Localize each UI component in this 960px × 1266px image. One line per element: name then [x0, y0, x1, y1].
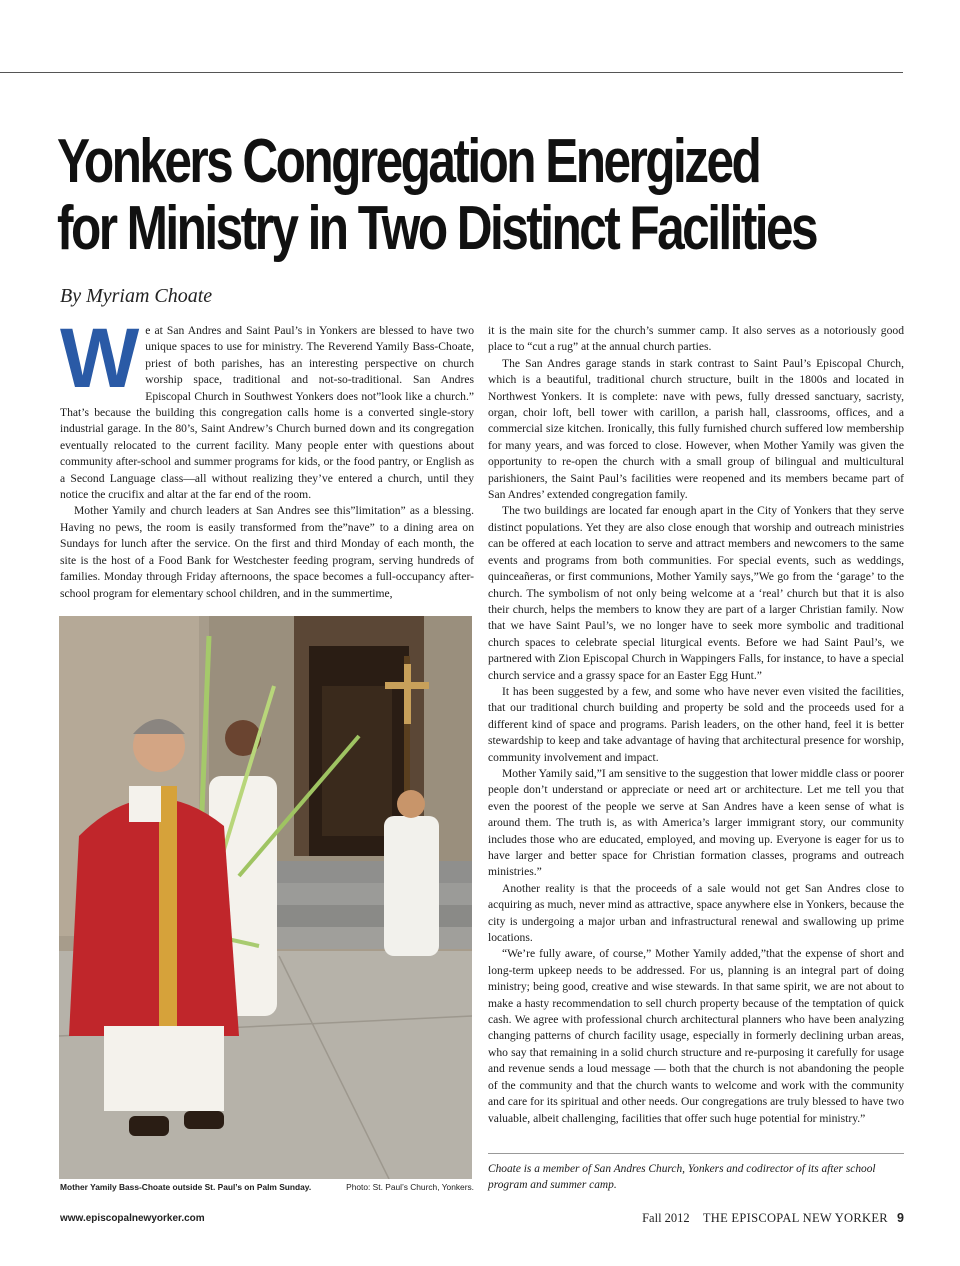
- paragraph: e at San Andres and Saint Paul’s in Yonkers are blessed to have two unique spaces to use for ministry. The Reverend Yamily Bass-Choate, priest of both parishes, has an interesting perspective on church worship space, traditional and not-so-traditional. San Andres Episcopal Church in Southwest Yonkers does not”look like a church.” That’s because the building this congregation calls home is a converted single-story industrial garage. In the 80’s, Saint Andrew’s Church burned down and its congregation eventually relocated to the current facility. Many people enter with questions about community after-school and summer programs for kids, or the food pantry, or English as a Second Language class—all without realizing they’ve entered a church, until they notice the crucifix and altar at the far end of the room.: [60, 324, 474, 502]
- headline: [57, 127, 817, 263]
- photo-credit: Photo: St. Paul’s Church, Yonkers.: [346, 1182, 474, 1192]
- author-bio: Choate is a member of San Andres Church, Yonkers and codirector of its after school program and summer camp.: [488, 1163, 876, 1191]
- publication-name: THE EPISCOPAL NEW YORKER: [702, 1211, 888, 1225]
- paragraph: it is the main site for the church’s summer camp. It also serves as a notoriously good place to “cut a rug” at the annual church parties.: [488, 324, 904, 354]
- headline-line-2: for Ministry in Two Distinct Facilities: [57, 194, 817, 263]
- article-column-right: [488, 323, 904, 1127]
- article-column-left: [60, 311, 474, 602]
- page-number: 9: [897, 1211, 904, 1225]
- paragraph: Mother Yamily said,”I am sensitive to the suggestion that lower middle class or poorer people don’t understand or appreciate or need art or architecture. Let me tell you that even the poorest of the people we serve at San Andres have a keen sense of what is around them. The truth is, as with America’s larger immigrant story, our community includes those who are educated, employed, and moving up. Everyone is eager for us to have larger and better space for Christian formation classes, programs and outreach ministries.”: [488, 766, 904, 879]
- caption-text: Mother Yamily Bass-Choate outside St. Paul’s on Palm Sunday.: [60, 1182, 312, 1192]
- headline-line-1: Yonkers Congregation Energized: [57, 127, 760, 196]
- paragraph: “We’re fully aware, of course,” Mother Yamily added,”that the expense of short and long-term upkeep needs to be addressed. For us, planning is an integral part of doing ministry; being good, creative and wise stewards. In that same spirit, we are not about to make a hasty recommendation to sell church property because of the temptation of quick cash. We agree with professional church architectural planners who have been analyzing changing patterns of church facility usage, especially in formerly declining urban areas, who say that remaining in a solid church structure and re-purposing it carefully for usage and revenue sends a loud message — both that the church is not abandoning the people of the community and that the church wants to welcome and work with the community and care for its spiritual and other needs. Our congregations are truly blessed to have two valuable, albeit challenging, facilities that offer such huge potential for ministry.”: [488, 947, 904, 1125]
- byline: By Myriam Choate: [60, 285, 213, 307]
- paragraph: It has been suggested by a few, and some who have never even visited the facilities, that our traditional church building and property be sold and the proceeds used for a different kind of space and programs. Parish leaders, on the other hand, feel it is better stewardship to keep and take advantage of having that architectural presence for worship, community involvement and impact.: [488, 684, 904, 764]
- paragraph: The two buildings are located far enough apart in the City of Yonkers that they serve distinct populations. Yet they are also close enough that worship and outreach ministries can be offered at each location to serve and attract members and newcomers to the same events and programs from both communities. For special events, such as weddings, quinceañeras, or first communions, Mother Yamily says,”We go from the ‘garage’ to the church. The symbolism of not only being welcome at a ‘real’ church but that it is also their church, helps the members to know they are part of a larger Christian family. Now that we have Saint Paul’s, we no longer have to seek more symbolic and traditional church spaces to celebrate special liturgical events. Before we had Saint Paul’s, we partnered with Zion Episcopal Church in Wappingers Falls, for instance, to have a special church service and a grassy space for an Easter Egg Hunt.”: [488, 504, 904, 682]
- issue-date: Fall 2012: [642, 1211, 690, 1225]
- palm-sunday-photo: [59, 616, 472, 1179]
- paragraph: The San Andres garage stands in stark contrast to Saint Paul’s Episcopal Church, which is a beautiful, traditional church structure, built in the 1800s and located in Northwest Yonkers. It is complete: nave with pews, fully dressed sanctuary, sacristy, organ, choir loft, bell tower with carillon, a parish hall, classrooms, offices, and a commercial size kitchen. Ironically, this fully furnished church suffered low membership for many years, and was forced to close. However, when Mother Yamily was given the opportunity to re-open the church with a small group of bilingual and multicultural parishioners, the Saint Paul’s facilities were reopened and its members became part of San Andres’ extended congregation family.: [488, 356, 904, 502]
- footer-url[interactable]: www.episcopalnewyorker.com: [60, 1213, 205, 1224]
- photo-caption: [60, 1182, 474, 1192]
- paragraph: Another reality is that the proceeds of a sale would not get San Andres close to acquiring as much, never mind as attractive, space anywhere else in Yonkers, because the city is undergoing a major urban and infrastructural renewal and swallowing up prime locations.: [488, 881, 904, 945]
- top-rule: [0, 72, 903, 73]
- footer-folio: [642, 1211, 904, 1226]
- paragraph: Mother Yamily and church leaders at San Andres see this”limitation” as a blessing. Having no pews, the room is easily transformed from the”nave” to a dining area on Sundays for lunch after the service. On the first and third Monday of each month, the site is the host of a Food Bank for Westchester feeding program, serving hundreds of families. Monday through Friday afternoons, the space becomes a full-occupancy after-school program for elementary school children, and in the summertime,: [60, 504, 474, 600]
- bio-divider: [488, 1153, 904, 1154]
- article-photo: [59, 616, 472, 1179]
- drop-cap: W: [60, 311, 140, 405]
